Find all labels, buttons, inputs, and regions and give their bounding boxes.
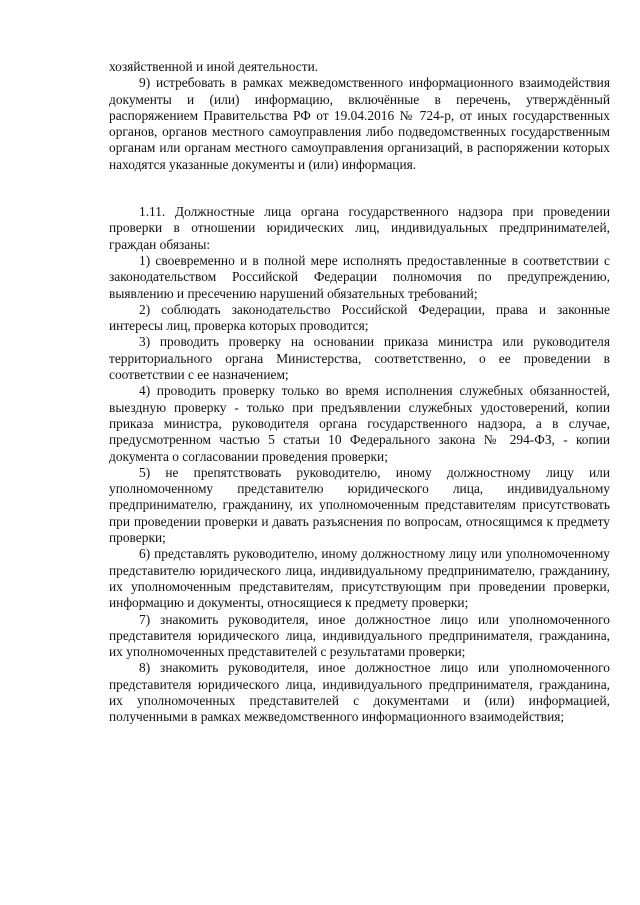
paragraph-item-4: 4) проводить проверку только во время исполнения служебных обязанностей, выездную проверку - только при предъявлении служебных удостоверений, копии приказа министра, руководителя органа государственного надзора, а в случае, предусмотренном частью 5 статьи 10 Федерального закона № 294-ФЗ, - копии документа о согласовании проведения проверки; xyxy=(109,383,610,464)
paragraph-item-3: 3) проводить проверку на основании приказа министра или руководителя территориального органа Министерства, соответственно, о ее проведении в соответствии с ее назначением; xyxy=(109,334,610,383)
paragraph-section-1-11: 1.11. Должностные лица органа государственного надзора при проведении проверки в отношении юридических лиц, индивидуальных предпринимателей, граждан обязаны: xyxy=(109,204,610,252)
paragraph-item-6: 6) представлять руководителю, иному должностному лицу или уполномоченному представителю юридического лица, индивидуальному предпринимателю, гражданину, их уполномоченным представителям, присутствующим при проведении проверки, информацию и документы, относящиеся к предмету проверки; xyxy=(109,546,610,611)
paragraph-item-5: 5) не препятствовать руководителю, иному должностному лицу или уполномоченному представителю юридического лица, индивидуальному предпринимателю, гражданину, их уполномоченным представителям присутствовать при проведении проверки и давать разъяснения по вопросам, относящимся к предмету проверки; xyxy=(109,464,610,546)
section-gap xyxy=(109,173,610,204)
paragraph-continuation: хозяйственной и иной деятельности. xyxy=(109,59,319,74)
paragraph-item-7: 7) знакомить руководителя, иное должностное лицо или уполномоченного представителя юридического лица, индивидуального предпринимателя, гражданина, их уполномоченных представителей с результатами проверки; xyxy=(109,611,610,660)
paragraph-item-1: 1) своевременно и в полной мере исполнять предоставленные в соответствии с законодательством Российской Федерации полномочия по предупреждению, выявлению и пресечению нарушений обязательных требований; xyxy=(109,252,610,301)
paragraph-item-9: 9) истребовать в рамках межведомственного информационного взаимодействия документы и (или) информацию, включённые в перечень, утверждённый распоряжением Правительства РФ от 19.04.2016 № 724-р, от иных государственных органов, органов местного самоуправления либо подведомственных государственным органам или органам местного самоуправления организаций, в распоряжении которых находятся указанные документы и (или) информация. xyxy=(109,75,610,172)
paragraph-item-2: 2) соблюдать законодательство Российской Федерации, права и законные интересы лиц, проверка которых проводится; xyxy=(109,301,610,334)
paragraph-item-8: 8) знакомить руководителя, иное должностное лицо или уполномоченного представителя юридического лица, индивидуального предпринимателя, гражданина, их уполномоченных представителей с документами и (или) информацией, полученными в рамках межведомственного информационного взаимодействия; xyxy=(109,660,610,725)
